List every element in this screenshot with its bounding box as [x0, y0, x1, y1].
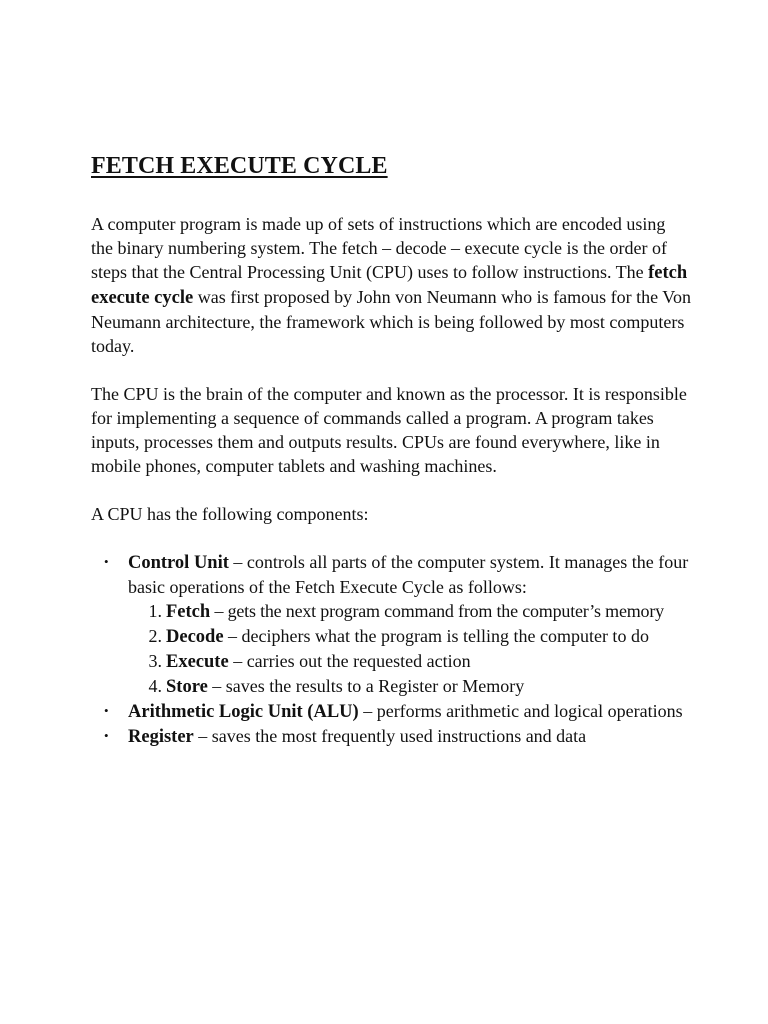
component-name: Arithmetic Logic Unit (ALU) — [128, 702, 359, 722]
bullet-dot-icon: • — [104, 554, 109, 569]
component-desc: – performs arithmetic and logical operations — [358, 701, 683, 721]
component-desc: – saves the most frequently used instructions and data — [193, 726, 587, 746]
step-desc: – gets the next program command from the computer’s memory — [210, 601, 664, 621]
step-name: Fetch — [166, 602, 211, 622]
component-name: Register — [128, 727, 194, 747]
intro-text-after: was first proposed by John von Neumann who is famous for the Von Neumann architecture, the framework which is being followed by most computers today. — [91, 287, 691, 356]
intro-bold-term: fetch execute cycle — [91, 263, 688, 308]
step-desc: – deciphers what the program is telling the computer to do — [223, 626, 649, 646]
step-number: 1. — [148, 601, 162, 621]
component-alu — [91, 699, 691, 724]
components-intro: A CPU has the following components: — [91, 504, 369, 524]
step-name: Execute — [166, 652, 229, 672]
step-desc: – carries out the requested action — [228, 651, 471, 671]
step-execute — [128, 649, 691, 674]
step-decode — [128, 624, 691, 649]
cpu-paragraph: The CPU is the brain of the computer and known as the processor. It is responsible for implementing a sequence of commands called a program. A program takes inputs, processes them and outputs results. CPUs are found everywhere, like in mobile phones, computer tablets and washing machines. — [91, 384, 687, 476]
step-number: 4. — [148, 676, 162, 696]
step-number: 3. — [148, 651, 162, 671]
bullet-dot-icon: • — [104, 728, 109, 743]
bullet-dot-icon: • — [104, 703, 109, 718]
document-page — [91, 150, 691, 749]
component-name: Control Unit — [128, 553, 229, 573]
step-name: Decode — [166, 627, 224, 647]
component-desc: – controls all parts of the computer system. It manages the four basic operations of the Fetch Execute Cycle as follows: — [128, 552, 689, 597]
step-fetch — [128, 599, 691, 624]
step-store — [128, 674, 691, 699]
step-name: Store — [166, 677, 208, 697]
intro-text-before: A computer program is made up of sets of instructions which are encoded using the binary numbering system. The fetch – decode – execute cycle is the order of steps that the Central Processing Unit (CPU) uses to follow instructions. The — [91, 214, 667, 282]
intro-paragraph — [91, 212, 691, 358]
components-list — [91, 550, 691, 749]
step-number: 2. — [148, 626, 162, 646]
document-title: FETCH EXECUTE CYCLE — [91, 153, 388, 179]
step-desc: – saves the results to a Register or Memory — [207, 676, 525, 696]
steps-list — [128, 599, 691, 699]
component-register — [91, 724, 691, 749]
component-control-unit — [91, 550, 691, 699]
